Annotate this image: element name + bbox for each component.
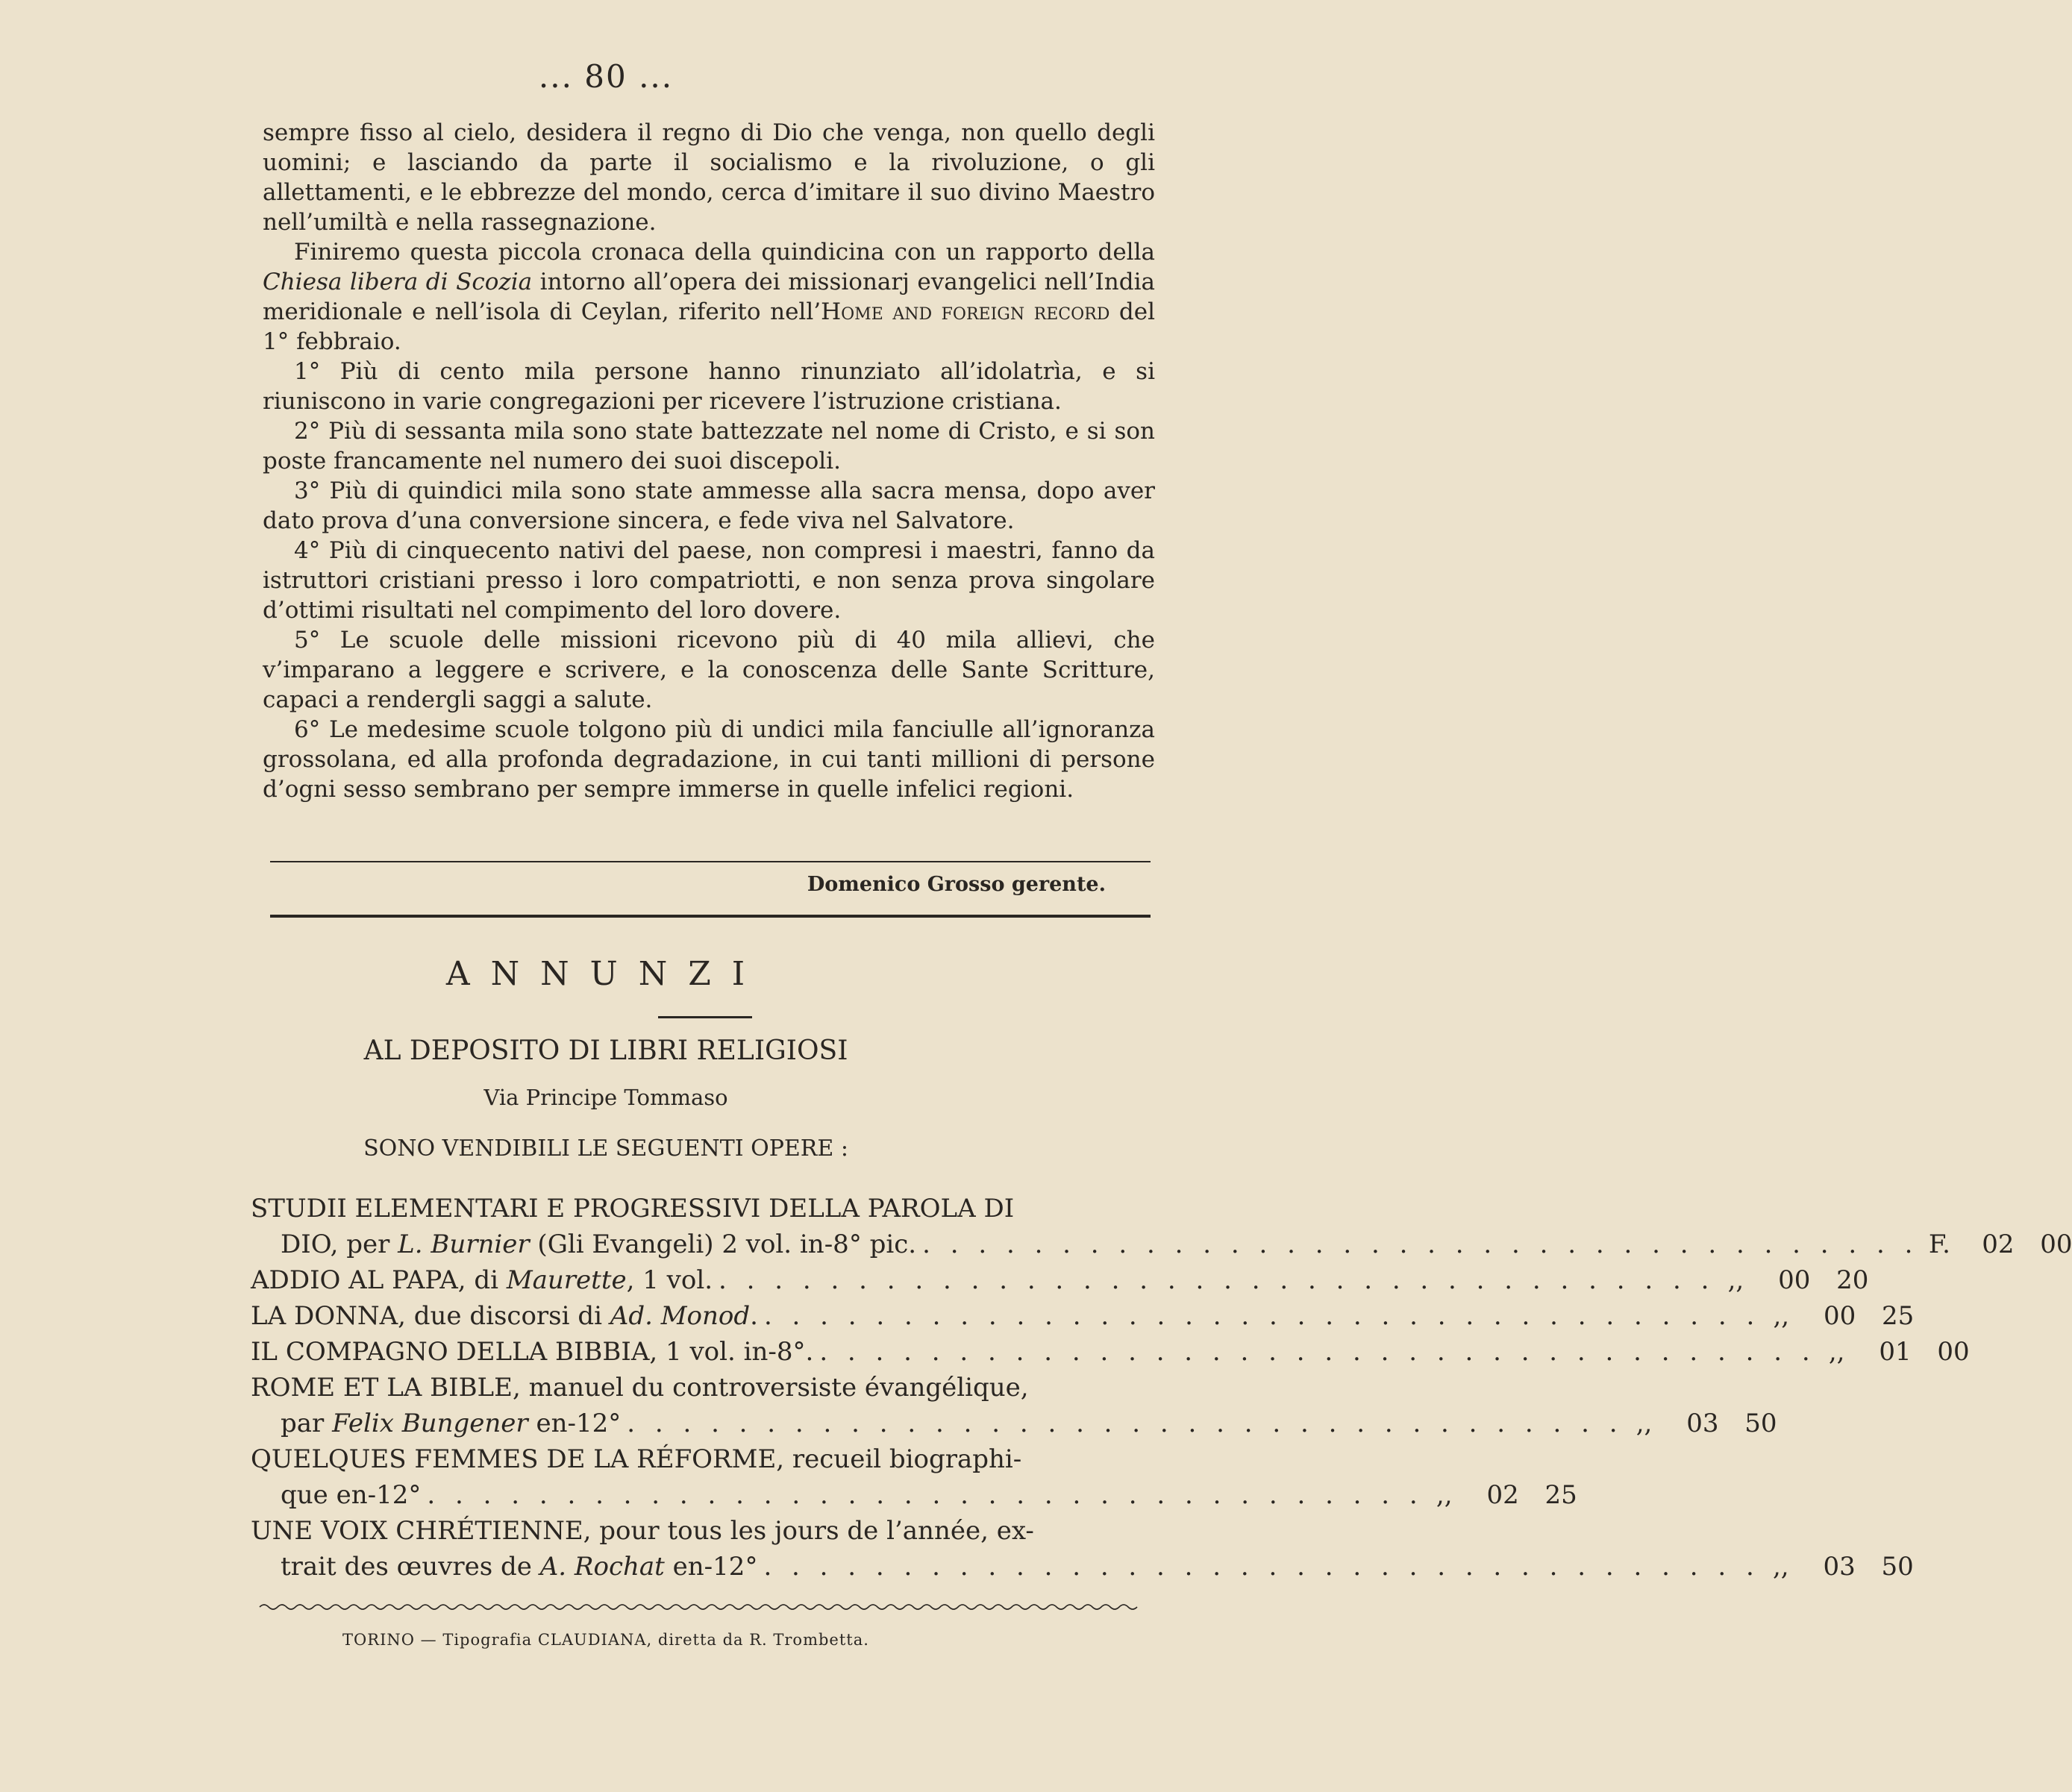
price-cents: 25: [1882, 1301, 1915, 1331]
price-cents: 25: [1544, 1480, 1577, 1510]
entry-text-b: .: [750, 1301, 758, 1331]
price: 03: [1823, 1552, 1856, 1582]
entry-text: IL COMPAGNO DELLA BIBBIA, 1 vol. in-8°.: [251, 1337, 814, 1367]
price-cents: 00: [1937, 1337, 1970, 1367]
catalog-entry: [251, 1441, 1577, 1513]
entry-text: que en-12°: [281, 1480, 422, 1510]
leader-dots: . . . . . . . . . . . . . . . . . . . . . . . . . . . . . . . . . . . .: [922, 1229, 1919, 1259]
entry-title: QUELQUES FEMMES DE LA RÉFORME, recueil biographi-: [251, 1444, 1022, 1474]
entry-author: L. Burnier: [398, 1229, 530, 1259]
list-item: 2° Più di sessanta mila sono state battezzate nel nome di Cristo, e si son poste francamente nel numero dei suoi discepoli.: [263, 418, 1155, 474]
paragraph-2-italic: Chiesa libera di Scozia: [263, 269, 533, 295]
entry-text-b: en-12°: [528, 1409, 622, 1438]
entry-text: [281, 1549, 757, 1585]
entry-text-a: par: [281, 1409, 333, 1438]
entry-line: [251, 1262, 1869, 1298]
currency: ,,: [1773, 1301, 1790, 1331]
entry-text-a: LA DONNA, due discorsi di: [251, 1301, 610, 1331]
entry-line: [251, 1334, 1970, 1370]
list-item: 4° Più di cinquecento nativi del paese, non compresi i maestri, fanno da istruttori cristiani presso i loro compatriotti, e non senza prova singolare d’ottimi risultati nel compimento del loro dovere.: [263, 537, 1155, 624]
price-cents: 00: [2040, 1229, 2072, 1259]
announcements-title: ANNUNZI: [445, 955, 766, 993]
entry-text: [251, 1262, 713, 1298]
list-item: 5° Le scuole delle missioni ricevono più di 40 mila allievi, che v’imparano a leggere e scrivere, e la conoscenza delle Sante Scritture, capaci a rendergli saggi a salute.: [263, 627, 1155, 713]
catalog-entry: [251, 1262, 1869, 1298]
announcements-address: Via Principe Tommaso: [483, 1085, 728, 1110]
leader-dots: . . . . . . . . . . . . . . . . . . . . . . . . . . . . . . . . . . . .: [719, 1265, 1715, 1295]
currency: ,,: [1828, 1337, 1845, 1367]
paragraph-2-text-a: Finiremo questa piccola cronaca della quindicina con un rapporto della: [294, 239, 1155, 266]
paragraph-2-text-b: intorno all’opera dei missionarj evangelici nell’India meridionale e nell’isola di Ceylan, riferito nell’: [263, 269, 1155, 325]
signature: Domenico Grosso gerente.: [807, 873, 1106, 896]
entry-author: A. Rochat: [539, 1552, 665, 1582]
entry-text: [281, 1226, 916, 1262]
currency: ,,: [1636, 1409, 1653, 1438]
entry-author: Maurette: [506, 1265, 627, 1295]
catalog-entry: [251, 1334, 1970, 1370]
entry-author: Felix Bungener: [332, 1409, 528, 1438]
entry-text-b: en-12°: [664, 1552, 758, 1582]
price-cents: 50: [1881, 1552, 1914, 1582]
price-cents: 50: [1744, 1409, 1777, 1438]
entry-text: [281, 1406, 621, 1441]
catalog-entry: [251, 1191, 2072, 1262]
catalog-entry: [251, 1513, 1914, 1585]
currency: ,,: [1727, 1265, 1744, 1295]
currency: F.: [1928, 1229, 1950, 1259]
leader-dots: . . . . . . . . . . . . . . . . . . . . . . . . . . . . . . . . . . . .: [427, 1480, 1424, 1510]
entry-text-a: DIO, per: [281, 1229, 398, 1259]
entry-text-b: , 1 vol.: [626, 1265, 713, 1295]
divider-top: [270, 861, 1151, 862]
paragraph-1: sempre fisso al cielo, desidera il regno di Dio che venga, non quello degli uomini; e lasciando da parte il socialismo e la rivoluzione, o gli allettamenti, e le ebbrezze del mondo, cerca d’imitare il suo divino Maestro nell’umiltà e nella rassegnazione.: [263, 119, 1155, 236]
price: 02: [1982, 1229, 2015, 1259]
entry-text-b: (Gli Evangeli) 2 vol. in-8° pic.: [529, 1229, 917, 1259]
leader-dots: . . . . . . . . . . . . . . . . . . . . . . . . . . . . . . . . . . . .: [819, 1337, 1816, 1367]
entry-line: [251, 1549, 1914, 1585]
entry-text: [251, 1298, 758, 1334]
divider-bottom: [270, 915, 1151, 918]
leader-dots: . . . . . . . . . . . . . . . . . . . . . . . . . . . . . . . . . . . .: [763, 1552, 1760, 1582]
catalog-entry: [251, 1370, 1777, 1441]
currency: ,,: [1436, 1480, 1453, 1510]
page-number: ... 80 ...: [538, 58, 674, 95]
announcements-subtitle: AL DEPOSITO DI LIBRI RELIGIOSI: [363, 1036, 848, 1066]
entry-text-a: ADDIO AL PAPA, di: [251, 1265, 507, 1295]
price: 03: [1686, 1409, 1719, 1438]
currency: ,,: [1772, 1552, 1789, 1582]
list-item: 3° Più di quindici mila sono state ammesse alla sacra mensa, dopo aver dato prova d’una conversione sincera, e fede viva nel Salvatore.: [263, 477, 1155, 534]
entry-title: UNE VOIX CHRÉTIENNE, pour tous les jours de l’année, ex-: [251, 1516, 1034, 1546]
title-rule: [658, 1016, 752, 1018]
price: 02: [1486, 1480, 1519, 1510]
leader-dots: . . . . . . . . . . . . . . . . . . . . . . . . . . . . . . . . . . . .: [763, 1301, 1761, 1331]
article-body: [263, 118, 1155, 804]
book-catalog: [251, 1191, 2072, 1585]
leader-dots: . . . . . . . . . . . . . . . . . . . . . . . . . . . . . . . . . . . .: [627, 1409, 1624, 1438]
entry-title: STUDII ELEMENTARI E PROGRESSIVI DELLA PAROLA DI: [251, 1194, 1015, 1224]
entry-line: [251, 1477, 1577, 1513]
price: 01: [1879, 1337, 1912, 1367]
announcements-note: SONO VENDIBILI LE SEGUENTI OPERE :: [363, 1135, 848, 1162]
paragraph-2-text-c: del 1° febbraio.: [263, 298, 1156, 355]
list-item: 6° Le medesime scuole tolgono più di undici mila fanciulle all’ignoranza grossolana, ed alla profonda degradazione, in cui tanti millioni di persone d’ogni sesso sembrano per sempre immerse in quelle infelici regioni.: [263, 716, 1155, 803]
price: 00: [1778, 1265, 1811, 1295]
list-item: 1° Più di cento mila persone hanno rinunziato all’idolatrìa, e si riuniscono in varie congregazioni per ricevere l’istruzione cristiana.: [263, 358, 1155, 415]
ornamental-wavy-rule: [260, 1603, 1142, 1611]
entry-text-a: trait des œuvres de: [281, 1552, 540, 1582]
catalog-entry: [251, 1298, 1915, 1334]
paragraph-2: [263, 237, 1155, 357]
printer-footer: TORINO — Tipografia CLAUDIANA, diretta da R. Trombetta.: [342, 1631, 869, 1649]
price-cents: 20: [1836, 1265, 1869, 1295]
entry-author: Ad. Monod: [610, 1301, 751, 1331]
entry-line: [251, 1226, 2072, 1262]
price: 00: [1824, 1301, 1856, 1331]
entry-title: ROME ET LA BIBLE, manuel du controversiste évangélique,: [251, 1373, 1029, 1403]
entry-line: [251, 1406, 1777, 1441]
paragraph-2-smallcaps: Home and foreign record: [821, 298, 1110, 325]
entry-line: [251, 1298, 1915, 1334]
